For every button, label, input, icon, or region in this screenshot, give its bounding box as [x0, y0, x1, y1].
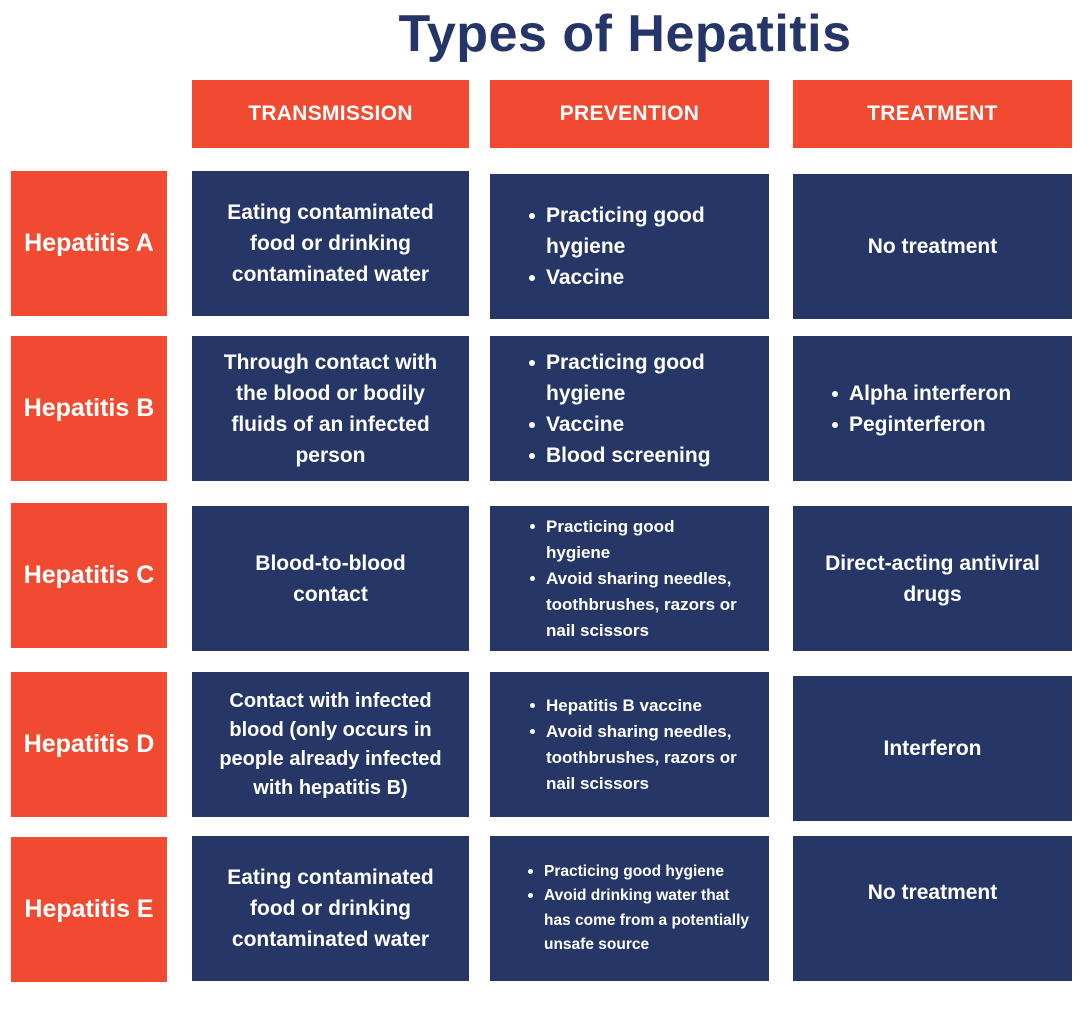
prevention-list-a: [524, 200, 746, 293]
treatment-list-b: [827, 378, 1011, 440]
list-item: Hepatitis B vaccine: [546, 693, 753, 719]
treatment-cell-a: No treatment: [793, 174, 1072, 319]
prevention-cell-d: [490, 672, 769, 817]
column-header-transmission: TRANSMISSION: [192, 80, 469, 148]
treatment-cell-b: [793, 336, 1072, 481]
treatment-cell-e: No treatment: [793, 836, 1072, 948]
list-item: Avoid sharing needles, toothbrushes, razors or nail scissors: [546, 566, 753, 644]
treatment-cell-d: Interferon: [793, 676, 1072, 821]
list-item: Practicing good hygiene: [544, 860, 753, 885]
list-item: Practicing good hygiene: [546, 514, 706, 566]
column-header-prevention: PREVENTION: [490, 80, 769, 148]
prevention-cell-b: [490, 336, 769, 481]
list-item: Peginterferon: [849, 409, 1011, 440]
list-item: Practicing good hygiene: [546, 200, 746, 262]
prevention-cell-e: [490, 836, 769, 981]
transmission-cell-a: Eating contaminated food or drinking contaminated water: [192, 171, 469, 316]
transmission-cell-c: Blood-to-blood contact: [192, 506, 469, 651]
list-item: Avoid sharing needles, toothbrushes, razors or nail scissors: [546, 719, 753, 797]
list-item: Avoid drinking water that has come from a potentially unsafe source: [544, 884, 753, 958]
transmission-cell-d: Contact with infected blood (only occurs in people already infected with hepatitis B): [192, 672, 469, 817]
row-header-hepatitis-e: Hepatitis E: [11, 837, 167, 982]
treatment-cell-e-fill: [793, 946, 1072, 981]
prevention-list-b: [524, 347, 753, 471]
prevention-cell-c: [490, 506, 769, 651]
prevention-list-c: [524, 514, 753, 644]
row-header-hepatitis-a: Hepatitis A: [11, 171, 167, 316]
prevention-cell-a: [490, 174, 769, 319]
list-item: Vaccine: [546, 409, 753, 440]
list-item: Vaccine: [546, 262, 746, 293]
prevention-list-e: [522, 860, 753, 958]
list-item: Practicing good hygiene: [546, 347, 753, 409]
prevention-list-d: [524, 693, 753, 797]
transmission-cell-e: Eating contaminated food or drinking contaminated water: [192, 836, 469, 981]
list-item: Alpha interferon: [849, 378, 1011, 409]
row-header-hepatitis-c: Hepatitis C: [11, 503, 167, 648]
row-header-hepatitis-b: Hepatitis B: [11, 336, 167, 481]
treatment-cell-c: Direct-acting antiviral drugs: [793, 506, 1072, 651]
transmission-cell-b: Through contact with the blood or bodily fluids of an infected person: [192, 336, 469, 481]
row-header-hepatitis-d: Hepatitis D: [11, 672, 167, 817]
column-header-treatment: TREATMENT: [793, 80, 1072, 148]
list-item: Blood screening: [546, 440, 753, 471]
page-title: Types of Hepatitis: [398, 5, 852, 63]
